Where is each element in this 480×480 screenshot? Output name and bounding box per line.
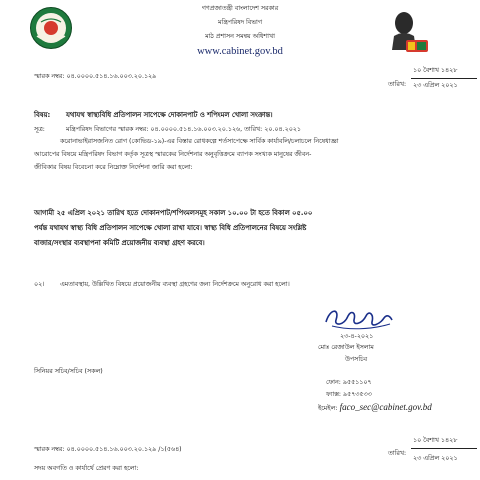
fax-number: ৯৫৭৩৫৩৩	[343, 391, 372, 398]
para2-number: ০২।	[34, 281, 45, 288]
signature-date: ২৩-৪-২০২১	[340, 333, 374, 340]
header-website-link[interactable]: www.cabinet.gov.bd	[197, 46, 283, 57]
memo2-ref	[34, 446, 182, 454]
source-text: মন্ত্রিপরিষদ বিভাগের স্মারক নম্বর: ০৪.০০০০.৫১৪.১৬.০০৩.২০.১২৬, তারিখ: ২০.০৪.২০২১	[66, 126, 301, 133]
memo2-ref-number: ০৪.০০০০.৫১৪.১৬.০০৩.২০.১২৯ /১(৫৬৪)	[66, 446, 182, 453]
memo1-date-gregorian: ২৩ এপ্রিল ২০২১	[413, 82, 458, 89]
memo1-date-bangla: ১০ বৈশাখ ১৪২৮	[413, 67, 458, 74]
memo2-date-bangla: ১০ বৈশাখ ১৪২৮	[413, 437, 458, 444]
fax-line	[326, 391, 372, 399]
recipient-line: সিনিয়র সচিব/সচিব (সকল)	[34, 368, 103, 375]
handwritten-signature	[318, 302, 398, 334]
email-line	[318, 403, 432, 413]
phone-label: ফোন:	[326, 379, 341, 386]
email-link[interactable]: faco_sec@cabinet.gov.bd	[339, 402, 432, 412]
memo1-ref	[34, 73, 156, 81]
memo1-date-divider	[411, 78, 477, 79]
signatory-name: মোঃ রেজাউল ইসলাম	[318, 344, 374, 351]
header-govt-name: গণপ্রজাতন্ত্রী বাংলাদেশ সরকার	[201, 5, 279, 12]
email-label: ইমেইল:	[318, 405, 338, 412]
para1-line: আরোপের বিষয়ে মন্ত্রিপরিষদ বিভাগ কর্তৃক সূত্রস্থ স্মারকের নির্দেশনার অনুবৃত্তিক্রমে ব্যাপক সংখ্যক মানুষের জীবন-	[34, 151, 312, 158]
fax-label: ফ্যাক্স:	[326, 391, 342, 398]
header-division: মন্ত্রিপরিষদ বিভাগ	[218, 19, 262, 26]
directive-line: পর্যন্ত যথাযথ স্বাস্থ্য বিধি প্রতিপালন সাপেক্ষে খোলা রাখা যাবে। স্বাস্থ্য বিধি প্রতিপালনের বিষয়ে সংশ্লিষ্ট	[34, 224, 307, 232]
para1-line: করোনাভাইরাসজনিত রোগ (কোভিড-১৯)-এর বিস্তার রোধকল্পে শর্তসাপেক্ষে সার্বিক কার্যাবলি/চলাচলে নিষেধাজ্ঞা	[60, 138, 339, 145]
signatory-designation: উপসচিব	[345, 356, 368, 363]
memo1-ref-label: স্মারক নম্বর:	[34, 73, 65, 80]
source-label: সূত্র:	[34, 126, 45, 133]
directive-line: আগামী ২৫ এপ্রিল ২০২১ তারিখ হতে দোকানপাট/শপিংমলসমূহ সকাল ১০.০০ টা হতে বিকাল ০৫.০০	[34, 209, 313, 217]
phone-line	[326, 379, 372, 387]
memo2-date-gregorian: ২৩ এপ্রিল ২০২১	[413, 455, 458, 462]
forwarding-note: সদয় অবগতি ও কার্যার্থে প্রেরণ করা হলো:	[34, 465, 139, 472]
phone-number: ৯৫৫১১০৭	[342, 379, 372, 386]
para2-text: এমতাবস্থায়, উল্লিখিত বিষয়ে প্রয়োজনীয় ব্যবস্থা গ্রহণের জন্য নির্দেশক্রমে অনুরোধ করা হলো।	[60, 281, 290, 288]
memo2-date-label: তারিখ:	[388, 450, 407, 457]
subject-label: বিষয়:	[34, 111, 51, 119]
memo2-ref-label: স্মারক নম্বর:	[34, 446, 65, 453]
memo1-date-label: তারিখ:	[388, 81, 407, 88]
header-wing: মাঠ প্রশাসন সমন্বয় অধিশাখা	[205, 33, 275, 40]
memo2-date-divider	[411, 448, 477, 449]
para1-line: জীবিকার বিষয় বিবেচনা করে নিম্নোক্ত নির্দেশনা জারি করা হলো:	[34, 164, 193, 171]
directive-line: বাজার/সংস্থার ব্যবস্থাপনা কমিটি প্রয়োজনীয় ব্যবস্থা গ্রহণ করবে।	[34, 239, 205, 247]
memo1-ref-number: ০৪.০০০০.৫১৪.১৬.০০৩.২০.১২৯	[66, 73, 157, 80]
subject-text: যথাযথ স্বাস্থ্যবিধি প্রতিপালন সাপেক্ষে দোকানপাট ও শপিংমল খোলা সংক্রান্ত।	[66, 111, 273, 119]
